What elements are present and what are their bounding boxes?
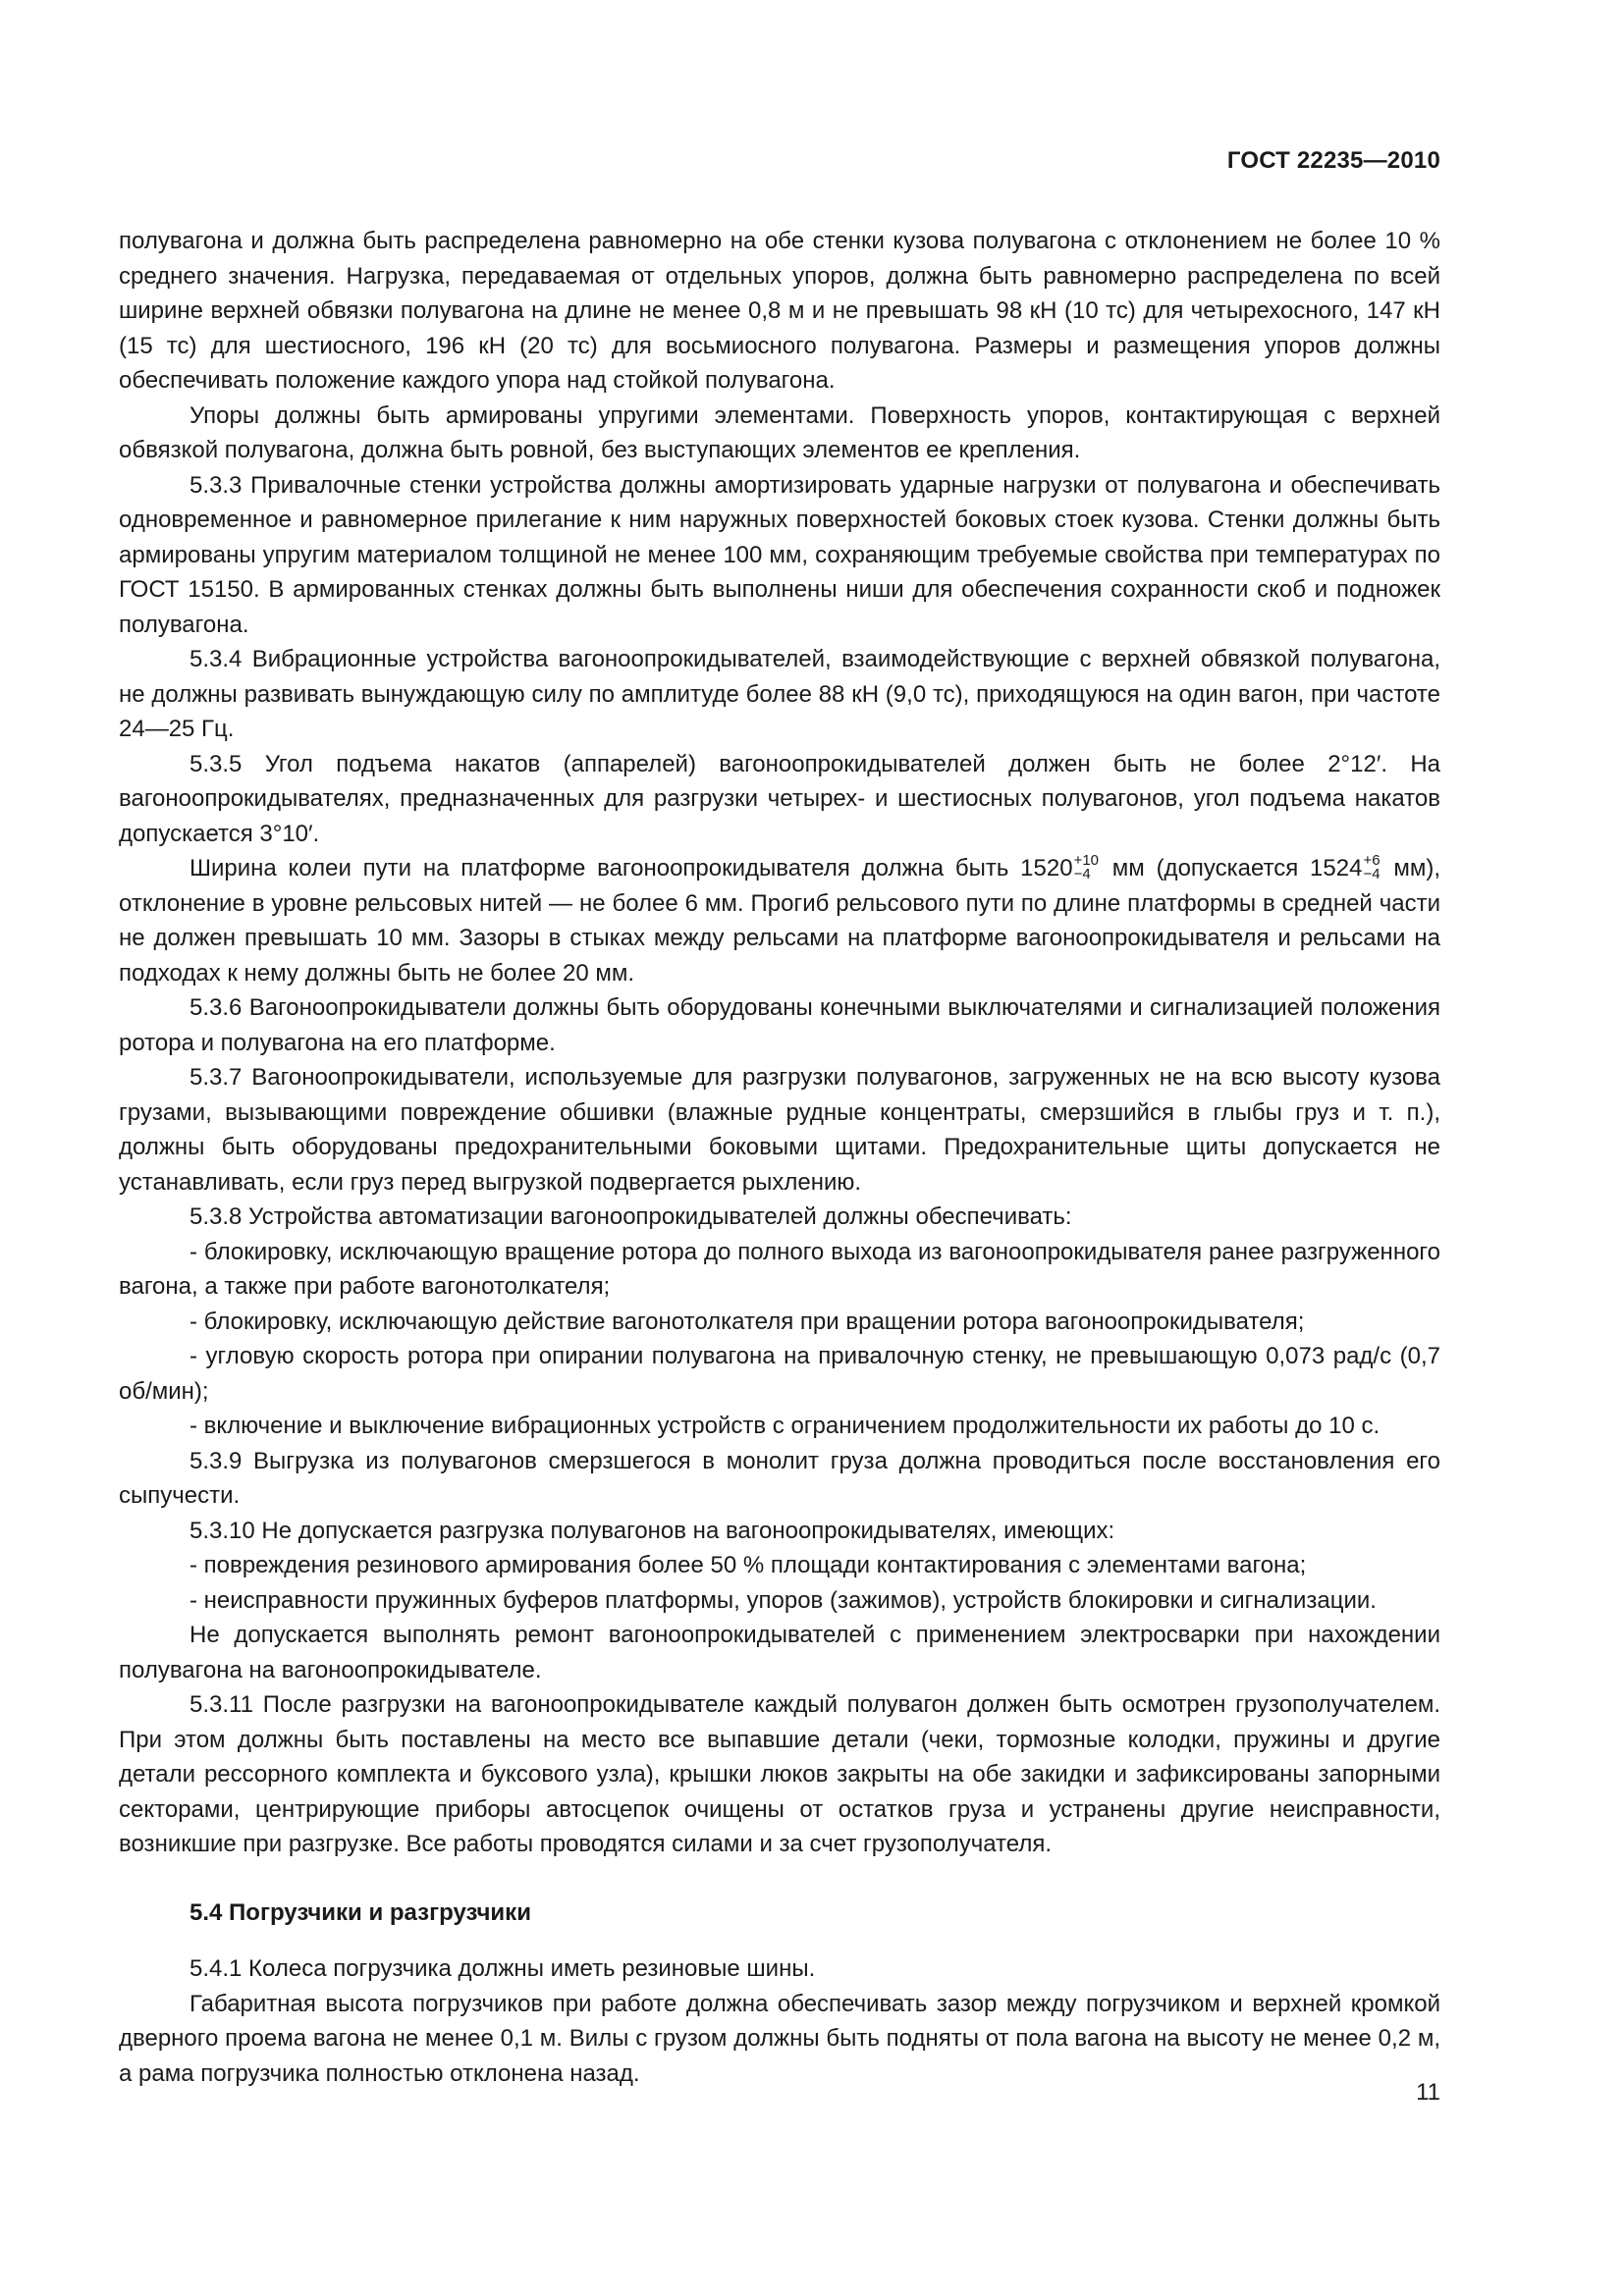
text-run: Ширина колеи пути на платформе вагоноопрокидывателя должна быть 1520: [189, 855, 1073, 881]
paragraph-track-gauge: [119, 851, 1440, 990]
list-item: - повреждения резинового армирования более 50 % площади контактирования с элементами вагона;: [189, 1552, 1307, 1578]
clause-5-3-9: 5.3.9 Выгрузка из полувагонов смерзшегося в монолит груза должна проводиться после восстановления его сыпучести.: [119, 1447, 1440, 1509]
list-item: - блокировку, исключающую вращение ротора до полного выхода из вагоноопрокидывателя ранее разгруженного вагона, а также при работе вагонотолкателя;: [119, 1238, 1440, 1300]
standard-header: ГОСТ 22235—2010: [1226, 147, 1440, 174]
clause-5-3-10: 5.3.10 Не допускается разгрузка полувагонов на вагоноопрокидывателях, имеющих:: [189, 1517, 1115, 1544]
text-run: мм (допускается 1524: [1101, 855, 1363, 881]
list-item: - неисправности пружинных буферов платформы, упоров (зажимов), устройств блокировки и сигнализации.: [189, 1586, 1377, 1614]
tolerance-upper: +10: [1073, 851, 1100, 869]
document-body: [119, 224, 1440, 2091]
clause-5-4-1: 5.4.1 Колеса погрузчика должны иметь резиновые шины.: [189, 1955, 816, 1982]
paragraph: Не допускается выполнять ремонт вагоноопрокидывателей с применением электросварки при нахождении полувагона на вагоноопрокидывателе.: [119, 1622, 1440, 1683]
paragraph: Габаритная высота погрузчиков при работе должна обеспечивать зазор между погрузчиком и верхней кромкой дверного проема вагона не менее 0,1 м. Вилы с грузом должны быть подняты от пола вагона на высоту не менее 0,2 м, а рама погрузчика полностью отклонена назад.: [119, 1990, 1440, 2087]
tolerance-upper: +6: [1363, 851, 1380, 869]
clause-5-3-3: 5.3.3 Привалочные стенки устройства должны амортизировать ударные нагрузки от полувагона и обеспечивать одновременное и равномерное прилегание к ним наружных поверхностей боковых стоек кузова. Стенки должны быть армированы упругим материалом толщиной не менее 100 мм, сохраняющим требуемые свойства при температурах по ГОСТ 15150. В армированных стенках должны быть выполнены ниши для обеспечения сохранности скоб и подножек полувагона.: [119, 471, 1440, 638]
list-item: - включение и выключение вибрационных устройств с ограничением продолжительности их работы до 10 с.: [189, 1413, 1380, 1439]
clause-5-3-5: 5.3.5 Угол подъема накатов (аппарелей) вагоноопрокидывателей должен быть не более 2°12′. На вагоноопрокидывателях, предназначенных для разгрузки четырех- и шестиосных полувагонов, угол подъема накатов допускается 3°10′.: [119, 750, 1440, 847]
page-number: 11: [1416, 2079, 1440, 2106]
clause-5-3-6: 5.3.6 Вагоноопрокидыватели должны быть оборудованы конечными выключателями и сигнализацией положения ротора и полувагона на его платформе.: [119, 994, 1440, 1056]
paragraph: Упоры должны быть армированы упругими элементами. Поверхность упоров, контактирующая с верхней обвязкой полувагона, должна быть ровной, без выступающих элементов ее крепления.: [119, 401, 1440, 463]
section-heading: 5.4 Погрузчики и разгрузчики: [189, 1898, 531, 1926]
list-item: - блокировку, исключающую действие вагонотолкателя при вращении ротора вагоноопрокидывателя;: [189, 1308, 1305, 1335]
tolerance-lower: −4: [1073, 865, 1091, 882]
clause-5-3-11: 5.3.11 После разгрузки на вагоноопрокидывателе каждый полувагон должен быть осмотрен грузополучателем. При этом должны быть поставлены на место все выпавшие детали (чеки, тормозные колодки, пружины и другие детали рессорного комплекта и буксового узла), крышки люков закрыты на обе закидки и зафиксированы запорными секторами, центрирующие приборы автосцепок очищены от остатков груза и устранены другие неисправности, возникшие при разгрузке. Все работы проводятся силами и за счет грузополучателя.: [119, 1691, 1440, 1857]
clause-5-3-7: 5.3.7 Вагоноопрокидыватели, используемые для разгрузки полувагонов, загруженных не на всю высоту кузова грузами, вызывающими повреждение обшивки (влажные рудные концентраты, смерзшийся в глыбы груз и т. п.), должны быть оборудованы предохранительными боковыми щитами. Предохранительные щиты допускается не устанавливать, если груз перед выгрузкой подвергается рыхлению.: [119, 1064, 1440, 1196]
tolerance-1520: [1073, 851, 1100, 882]
clause-5-3-8: 5.3.8 Устройства автоматизации вагоноопрокидывателей должны обеспечивать:: [189, 1203, 1072, 1230]
tolerance-lower: −4: [1363, 865, 1380, 882]
text-run: мм), отклонение в уровне рельсовых нитей — не более 6 мм. Прогиб рельсового пути по длине платформы в средней части не должен превышать 10 мм. Зазоры в стыках между рельсами на платформе вагоноопрокидывателя и рельсами на подходах к нему должны быть не более 20 мм.: [119, 855, 1440, 987]
paragraph: полувагона и должна быть распределена равномерно на обе стенки кузова полувагона с отклонением не более 10 % среднего значения. Нагрузка, передаваемая от отдельных упоров, должна быть равномерно распределена по всей ширине верхней обвязки полувагона на длине не менее 0,8 м и не превышать 98 кН (10 тс) для четырехосного, 147 кН (15 тс) для шестиосного, 196 кН (20 тс) для восьмиосного полувагона. Размеры и размещения упоров должны обеспечивать положение каждого упора над стойкой полувагона.: [119, 228, 1440, 394]
list-item: - угловую скорость ротора при опирании полувагона на привалочную стенку, не превышающую 0,073 рад/с (0,7 об/мин);: [119, 1343, 1440, 1405]
tolerance-1524: [1363, 851, 1380, 882]
clause-5-3-4: 5.3.4 Вибрационные устройства вагоноопрокидывателей, взаимодействующие с верхней обвязкой полувагона, не должны развивать вынуждающую силу по амплитуде более 88 кН (9,0 тс), приходящуюся на один вагон, при частоте 24—25 Гц.: [119, 646, 1440, 742]
